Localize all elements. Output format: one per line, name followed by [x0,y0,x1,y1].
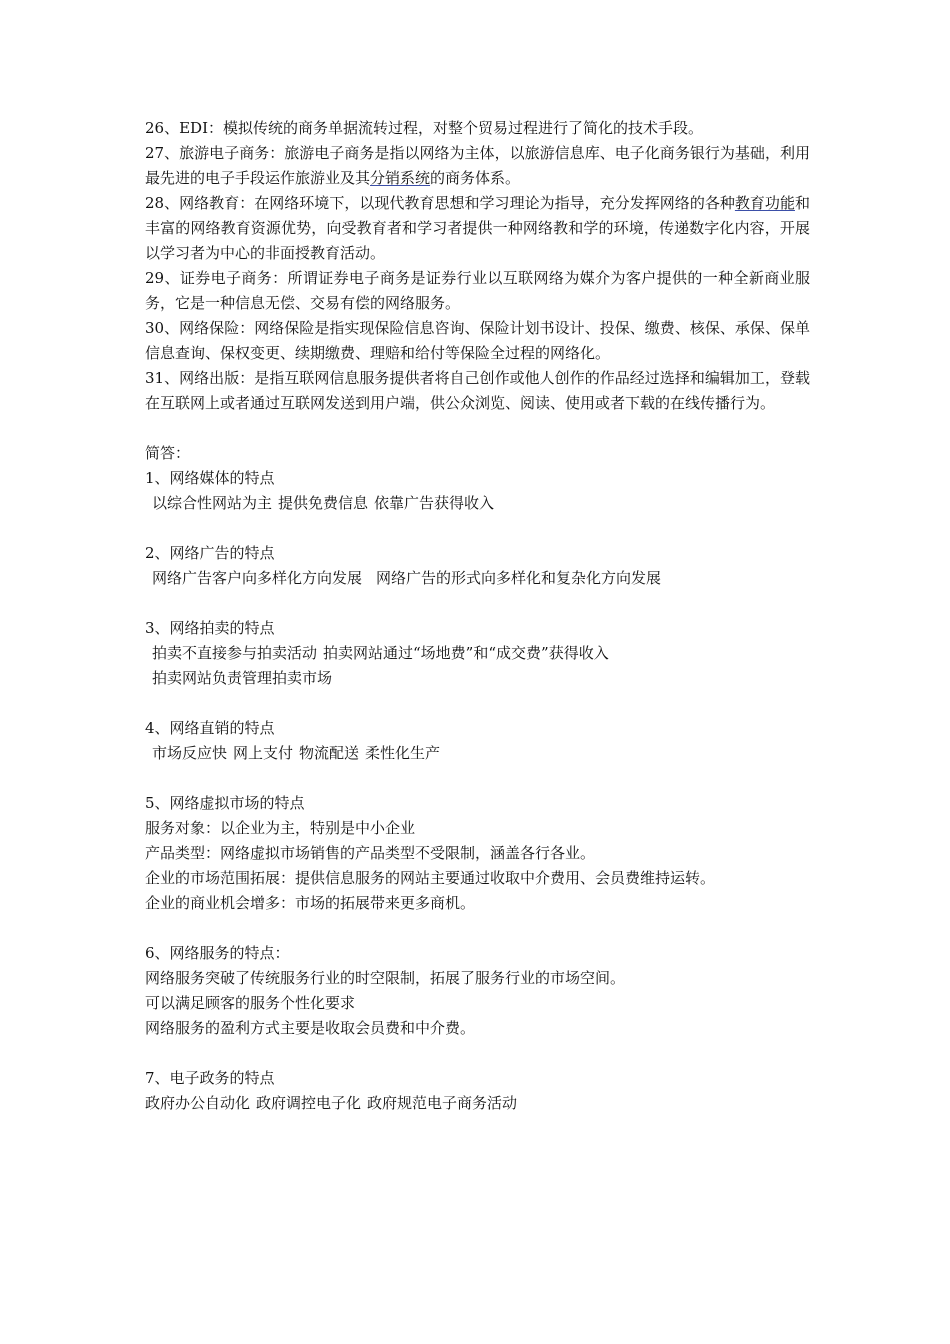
question-3-title: 3、网络拍卖的特点 [145,619,275,637]
answer-item: 政府办公自动化 [145,1094,251,1112]
question-5-line-2: 产品类型：网络虚拟市场销售的产品类型不受限制，涵盖各行各业。 [145,844,596,862]
blank-line [145,416,810,441]
question-6-line-1: 网络服务突破了传统服务行业的时空限制，拓展了服务行业的市场空间。 [145,969,626,987]
blank-line [145,766,810,791]
answer-item: 网络广告客户向多样化方向发展 [152,569,363,587]
definition-27-text-start: 27、旅游电子商务：旅游电子商务是指以网络为主体，以旅游信息库、电子化商务银行为基础，利用最先进的电子手段运作旅游业及其 [145,144,810,187]
blank-line [145,1041,810,1066]
question-7-title: 7、电子政务的特点 [145,1069,275,1087]
question-5-line-4: 企业的商业机会增多：市场的拓展带来更多商机。 [145,894,476,912]
definition-31: 31、网络出版：是指互联网信息服务提供者将自己创作或他人创作的作品经过选择和编辑加工，登载在互联网上或者通过互联网发送到用户端，供公众浏览、阅读、使用或者下载的在线传播行为。 [145,369,810,412]
document-page [145,116,810,1116]
definition-27-text-end: 的商务体系。 [430,169,521,187]
question-7-answer [145,1091,810,1116]
answer-item: 物流配送 [299,744,360,762]
blank-line [145,916,810,941]
question-5-line-3: 企业的市场范围拓展：提供信息服务的网站主要通过收取中介费用、会员费维持运转。 [145,869,716,887]
definition-26: 26、EDI：模拟传统的商务单据流转过程，对整个贸易过程进行了简化的技术手段。 [145,119,703,137]
blank-line [145,516,810,541]
answer-item: 政府规范电子商务活动 [367,1094,518,1112]
short-answer-heading: 简答： [145,444,191,462]
question-2-answer [145,566,810,591]
blank-line [145,591,810,616]
answer-item: 拍卖网站通过“场地费”和“成交费”获得收入 [323,644,609,662]
question-5-line-1: 服务对象：以企业为主，特别是中小企业 [145,819,416,837]
question-6-line-3: 网络服务的盈利方式主要是收取会员费和中介费。 [145,1019,476,1037]
answer-item: 以综合性网站为主 [152,494,273,512]
answer-item: 提供免费信息 [278,494,369,512]
answer-item: 依靠广告获得收入 [374,494,495,512]
question-3-answer-line-2: 拍卖网站负责管理拍卖市场 [152,669,333,687]
definition-28-text-start: 28、网络教育：在网络环境下，以现代教育思想和学习理论为指导，充分发挥网络的各种 [145,194,735,212]
question-4-title: 4、网络直销的特点 [145,719,275,737]
question-6-line-2: 可以满足顾客的服务个性化要求 [145,994,356,1012]
definition-27 [145,141,810,191]
answer-item: 拍卖不直接参与拍卖活动 [152,644,318,662]
answer-item: 政府调控电子化 [256,1094,362,1112]
link-distribution-system[interactable]: 分销系统 [370,169,431,187]
answer-item: 市场反应快 [152,744,228,762]
question-1-answer [145,491,810,516]
answer-item: 网络广告的形式向多样化和复杂化方向发展 [376,569,662,587]
link-education-function[interactable]: 教育功能 [734,194,795,212]
definition-28-text-end: 和丰富的网络教育资源优势，向受教育者和学习者提供一种网络教和学的环境，传递数字化内容，开展以学习者为中心的非面授教育活动。 [145,194,810,262]
question-5-title: 5、网络虚拟市场的特点 [145,794,305,812]
definition-28 [145,191,810,266]
definition-30: 30、网络保险：网络保险是指实现保险信息咨询、保险计划书设计、投保、缴费、核保、承保、保单信息查询、保权变更、续期缴费、理赔和给付等保险全过程的网络化。 [145,319,810,362]
definition-29: 29、证券电子商务：所谓证券电子商务是证券行业以互联网络为媒介为客户提供的一种全新商业服务，它是一种信息无偿、交易有偿的网络服务。 [145,269,810,312]
question-4-answer [145,741,810,766]
question-3-answer [145,641,810,666]
answer-item: 网上支付 [233,744,294,762]
blank-line [145,691,810,716]
question-2-title: 2、网络广告的特点 [145,544,275,562]
question-1-title: 1、网络媒体的特点 [145,469,275,487]
question-6-title: 6、网络服务的特点： [145,944,290,962]
answer-item: 柔性化生产 [365,744,441,762]
